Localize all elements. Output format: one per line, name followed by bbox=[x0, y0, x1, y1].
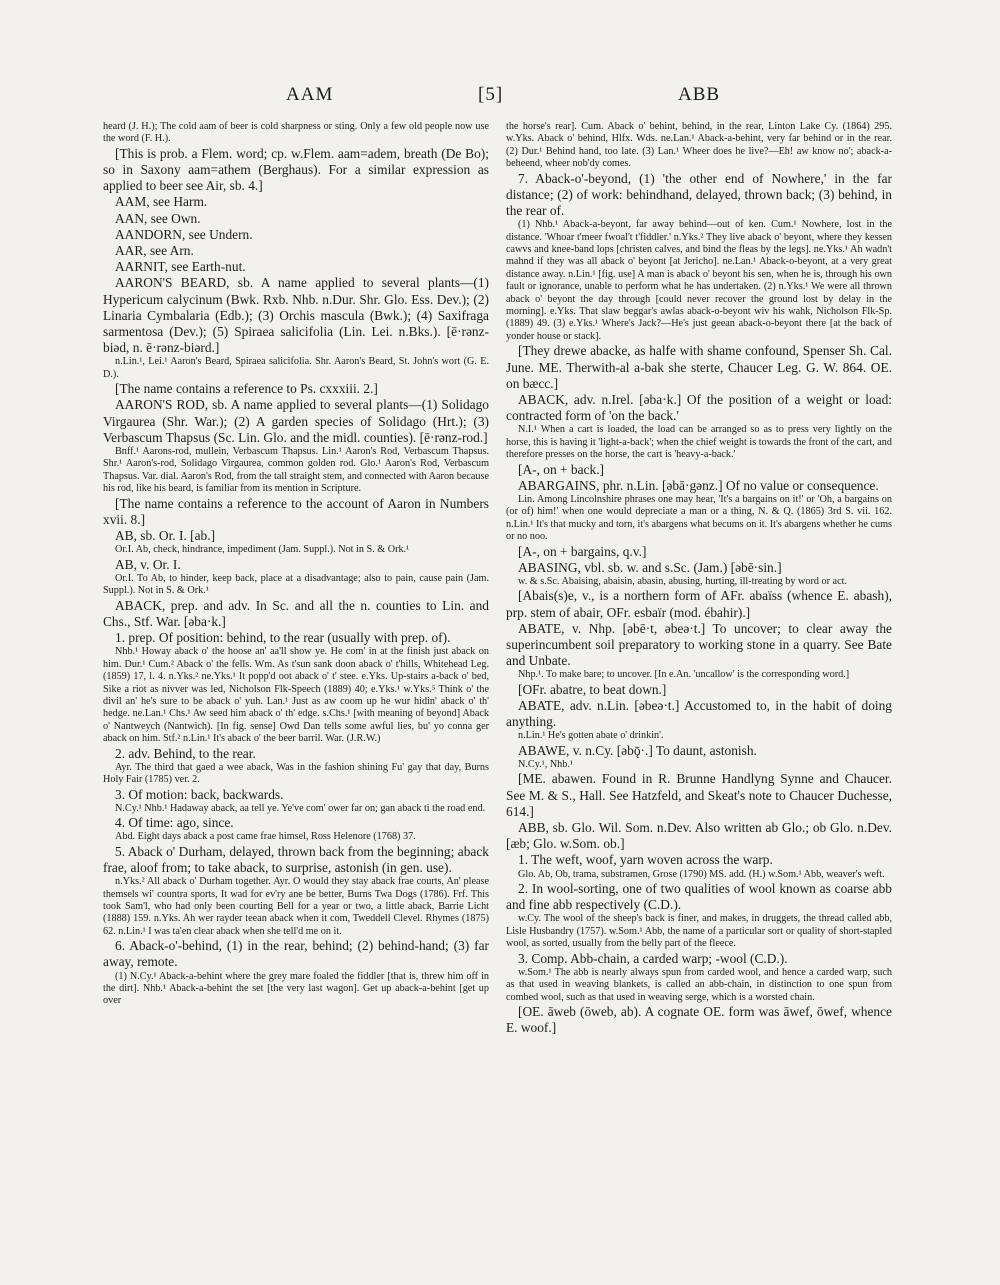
dictionary-paragraph: Or.I. To Ab, to hinder, keep back, place at a disadvantage; also to pain, cause pain (Jam. Suppl.). Not in S. & Ork.¹ bbox=[103, 572, 489, 597]
dictionary-paragraph: Ayr. The third that gaed a wee aback, Was in the fashion shining Fu' gay that day, Burns Holy Fair (1785) ver. 2. bbox=[103, 761, 489, 786]
dictionary-paragraph: [This is prob. a Flem. word; cp. w.Flem. aam=adem, breath (De Bo); so in Saxony aam=athem (Berghaus). For a similar expression as applied to beer see Air, sb. 4.] bbox=[103, 145, 489, 194]
dictionary-paragraph: 4. Of time: ago, since. bbox=[115, 815, 234, 831]
dictionary-paragraph: 6. Aback-o'-behind, (1) in the rear, behind; (2) behind-hand; (3) far away, remote. bbox=[103, 938, 489, 970]
dictionary-paragraph: w. & s.Sc. Abaising, abaisin, abasin, abusing, hurting, ill-treating by word or act. bbox=[518, 575, 847, 587]
dictionary-paragraph: ABASING, vbl. sb. w. and s.Sc. (Jam.) [əbē·sin.] bbox=[518, 559, 782, 575]
dictionary-paragraph: AAR, see Arn. bbox=[115, 243, 194, 259]
dictionary-paragraph: heard (J. H.); The cold aam of beer is cold sharpness or sting. Only a few old people now use the word (F. H.). bbox=[103, 121, 489, 145]
dictionary-paragraph: 1. The weft, woof, yarn woven across the warp. bbox=[518, 852, 773, 868]
dictionary-paragraph: AB, sb. Or. I. [ab.] bbox=[115, 528, 216, 544]
dictionary-paragraph: the horse's rear]. Cum. Aback o' behint, behind, in the rear, Linton Lake Cy. (1864) 295. w.Yks. Aback o' behind, Hlfx. Wds. ne.Lan.¹ Aback-a-behint, very far behind or in the rear. (2) Dur.¹ Behind hand, too late. (3) Lan.¹ Wheer does he live?—Eh! aw know no'; aback-a-beheend, wheer nob'dy comes. bbox=[506, 121, 892, 170]
dictionary-paragraph: ABATE, v. Nhp. [əbē·t, əbeə·t.] To uncover; to clear away the superincumbent soil preparatory to working stone in a quarry. See Bate and Unbate. bbox=[506, 620, 892, 669]
dictionary-paragraph: w.Som.¹ The abb is nearly always spun from carded wool, and hence a carded warp, such as that used in weaving blankets, is called an abb-chain, in distinction to one spun from combed wool, such as that used in weaving serge, which is a worsted chain. bbox=[506, 966, 892, 1003]
dictionary-paragraph: N.Cy.¹, Nhb.¹ bbox=[518, 759, 573, 771]
dictionary-paragraph: ABACK, prep. and adv. In Sc. and all the n. counties to Lin. and Chs., Stf. War. [əba·k.] bbox=[103, 597, 489, 629]
dictionary-paragraph: 3. Comp. Abb-chain, a carded warp; -wool (C.D.). bbox=[518, 950, 788, 966]
dictionary-paragraph: [A-, on + bargains, q.v.] bbox=[518, 543, 647, 559]
dictionary-paragraph: ABB, sb. Glo. Wil. Som. n.Dev. Also written ab Glo.; ob Glo. n.Dev. [æb; Glo. w.Som. ob.] bbox=[506, 820, 892, 852]
dictionary-paragraph: w.Cy. The wool of the sheep's back is finer, and makes, in druggets, the thread called abb, Lisle Husbandry (1757). w.Som.¹ Abb, the name of a particular sort or quality of short-stapled wool, as sorted, usually from the belly part of the fleece. bbox=[506, 913, 892, 950]
dictionary-paragraph: [The name contains a reference to the account of Aaron in Numbers xvii. 8.] bbox=[103, 495, 489, 527]
dictionary-paragraph: ABACK, adv. n.Irel. [əba·k.] Of the position of a weight or load: contracted form of 'on the back.' bbox=[506, 391, 892, 424]
dictionary-paragraph: [Abais(s)e, v., is a northern form of AFr. abaïss (whence E. abash), prp. stem of abair, OFr. esbaïr (mod. ébahir).] bbox=[506, 588, 892, 620]
dictionary-paragraph: (1) Nhb.¹ Aback-a-beyont, far away behind—out of ken. Cum.¹ Nowhere, lost in the distance. 'Whoar t'meer fwoal't t'fiddler.' n.Yks.² They live aback o' beyont, where they kessen cawvs and knee-band lops [christen calves, and bind the fleas by the legs]. ne.Yks.¹ Ah wadn't mahnd if they was all aback o' beyont [at Jericho]. ne.Lan.¹ Aback-o-beyont, at a very great distance away. n.Lin.¹ [fig. use] A man is aback o' beyont his sen, when he is, through his own fault or ignorance, unable to perform what he has undertaken. (2) n.Yks.¹ We were all thrown aback o' beyont the day through [could never recover the ground lost by delay in the morning]. e.Yks. That slaw beggar's awlas aback-o-beyont wiv his wahk, Nicholson Flk-Sp. (1889) 49. (3) e.Yks.¹ Where's Jack?—He's just geean aback-o-beyont there [at the back of yonder house or stack]. bbox=[506, 219, 892, 342]
dictionary-paragraph: N.I.¹ When a cart is loaded, the load can be arranged so as to press very lightly on the horse, this is having it 'light-a-back'; when the chief weight is towards the front of the cart, and therefore presses on the horse, the cart is 'heavy-a-back.' bbox=[506, 424, 892, 461]
dictionary-paragraph: AARON'S BEARD, sb. A name applied to several plants—(1) Hypericum calycinum (Bwk. Rxb. Nhb. n.Dur. Shr. Glo. Ess. Dev.); (2) Linaria Cymbalaria (Edb.); (3) Orchis mascula (Bwk.); (4) Saxifraga sarmentosa (Dev.); (5) Spiraea salicifolia (Lin. Lei. n.Bks.). [ē·rənz-biəd, n. ē·rənz-biərd.] bbox=[103, 275, 489, 356]
dictionary-paragraph: n.Lin.¹ He's gotten abate o' drinkin'. bbox=[518, 730, 664, 742]
dictionary-paragraph: 1. prep. Of position: behind, to the rear (usually with prep. of). bbox=[115, 630, 451, 646]
dictionary-paragraph: 5. Aback o' Durham, delayed, thrown back from the beginning; aback frae, aloof from; to take aback, to surprise, astonish (in gen. use). bbox=[103, 843, 489, 876]
dictionary-paragraph: Glo. Ab, Ob, trama, substramen, Grose (1790) MS. add. (H.) w.Som.¹ Abb, weaver's weft. bbox=[518, 868, 885, 880]
dictionary-paragraph: AAM, see Harm. bbox=[115, 194, 208, 210]
dictionary-paragraph: Bnff.¹ Aarons-rod, mullein, Verbascum Thapsus. Lin.¹ Aaron's Rod, Verbascum Thapsus. Shr.¹ Aaron's-rod, Solidago Virgaurea, common golden rod. Glo.¹ Aaron's Rod, Verbascum Thapsus. Var. dial. Aaron's Rod, from the tall straight stem, and connected with Aaron because his rod, like his beard, is familiar from its mention in Scripture. bbox=[103, 446, 489, 495]
dictionary-paragraph: 2. In wool-sorting, one of two qualities of wool known as coarse abb and fine abb respectively (C.D.). bbox=[506, 881, 892, 913]
running-header bbox=[100, 84, 900, 114]
dictionary-paragraph: (1) N.Cy.¹ Aback-a-behint where the grey mare foaled the fiddler [that is, threw him off in the dirt]. Nhb.¹ Aback-a-behint the set [the very last wagon]. Get up aback-a-behint [get up over bbox=[103, 970, 489, 1007]
header-left-word: AAM bbox=[286, 84, 334, 105]
dictionary-paragraph: Nhp.¹. To make bare; to uncover. [In e.An. 'uncallow' is the corresponding word.] bbox=[518, 669, 850, 681]
dictionary-paragraph: AANDORN, see Undern. bbox=[115, 226, 253, 242]
right-column bbox=[506, 121, 892, 1161]
dictionary-paragraph: [The name contains a reference to Ps. cxxxiii. 2.] bbox=[115, 381, 378, 397]
dictionary-paragraph: 2. adv. Behind, to the rear. bbox=[115, 745, 256, 761]
header-right-word: ABB bbox=[678, 84, 721, 105]
dictionary-paragraph: 7. Aback-o'-beyond, (1) 'the other end of Nowhere,' in the far distance; (2) of work: behindhand, delayed, thrown back; (3) behind, in the rear of. bbox=[506, 170, 892, 219]
dictionary-paragraph: n.Lin.¹, Lei.¹ Aaron's Beard, Spiraea salicifolia. Shr. Aaron's Beard, St. John's wort (G. E. D.). bbox=[103, 356, 489, 380]
dictionary-paragraph: ABAWE, v. n.Cy. [əbǭ·.] To daunt, astonish. bbox=[518, 742, 757, 758]
dictionary-paragraph: AARON'S ROD, sb. A name applied to several plants—(1) Solidago Virgaurea (Shr. War.); (2) A garden species of Solidago (Hrt.); (3) Verbascum Thapsus (Sc. Lin. Glo. and the midl. counties). [ē·rənz-rod.] bbox=[103, 397, 489, 445]
dictionary-paragraph: [OFr. abatre, to beat down.] bbox=[518, 681, 667, 697]
page-number: [5] bbox=[478, 84, 504, 105]
left-column bbox=[103, 121, 489, 1161]
dictionary-paragraph: Abd. Eight days aback a post came frae himsel, Ross Helenore (1768) 37. bbox=[115, 831, 416, 843]
dictionary-paragraph: [They drewe abacke, as halfe with shame confound, Spenser Sh. Cal. June. ME. Therwith-al a-bak she sterte, Chaucer Leg. G. W. 864. OE. on bæcc.] bbox=[506, 343, 892, 391]
dictionary-paragraph: Nhb.¹ Howay aback o' the hoose an' aa'll show ye. He com' in at the finish just aback on him. Dur.¹ Cum.² Aback o' the fells. Wm. As t'sun sank doon aback o' t'hills, Whitehead Leg. (1859) 17, l. 4. n.Yks.² ne.Yks.¹ It popp'd oot aback o' t' stee. e.Yks. Up-stairs a-back o' bed, Sike a riot as nivver was led, Nicholson Flk-Speech (1889) 40; e.Yks.¹ w.Yks.⁵ Think o' the divil an' he's sure to be aback o' yuh. Lan.¹ Just as aw coom up he wur hidin' aback o' th' hedge. ne.Lan.¹ Chs.¹ Aw seed him aback o' th' edge. s.Chs.¹ [with meaning of beyond] Aback o' Nantweych (Nantwich). [In fig. sense] Owd Dan tells some awful lies, bu' yo conna ger aback on him. Stf.² n.Lin.¹ It's aback o' the beer barril. War. (J.R.W.) bbox=[103, 646, 489, 745]
dictionary-paragraph: AAN, see Own. bbox=[115, 210, 201, 226]
dictionary-paragraph: [A-, on + back.] bbox=[518, 461, 605, 477]
dictionary-paragraph: AARNIT, see Earth-nut. bbox=[115, 259, 246, 275]
dictionary-paragraph: N.Cy.¹ Nhb.¹ Hadaway aback, aa tell ye. Ye've com' ower far on; gan aback ti the road end. bbox=[115, 802, 486, 814]
dictionary-paragraph: [ME. abawen. Found in R. Brunne Handlyng Synne and Chaucer. See M. & S., Hall. See Hatzfeld, and Skeat's note to Chaucer Duchesse, 614.] bbox=[506, 771, 892, 819]
dictionary-paragraph: AB, v. Or. I. bbox=[115, 556, 181, 572]
dictionary-paragraph: ABATE, adv. n.Lin. [əbeə·t.] Accustomed to, in the habit of doing anything. bbox=[506, 698, 892, 730]
dictionary-paragraph: Or.I. Ab, check, hindrance, impediment (Jam. Suppl.). Not in S. & Ork.¹ bbox=[115, 544, 410, 556]
dictionary-paragraph: Lin. Among Lincolnshire phrases one may hear, 'It's a bargains on it!' or 'Oh, a bargains on (or of) him!' when one would depreciate a man or a thing, N. & Q. (1865) 3rd S. vii. 162. n.Lin.¹ It's that mucky and torn, it's abargens what becums on it. It's abargens whether he cums or no noo. bbox=[506, 493, 892, 543]
dictionary-paragraph: [OE. āweb (ōweb, ab). A cognate OE. form was āwef, ōwef, whence E. woof.] bbox=[506, 1004, 892, 1036]
dictionary-paragraph: 3. Of motion: back, backwards. bbox=[115, 786, 284, 802]
dictionary-paragraph: ABARGAINS, phr. n.Lin. [əbā·gənz.] Of no value or consequence. bbox=[518, 477, 879, 493]
dictionary-paragraph: n.Yks.² All aback o' Durham together. Ayr. O would they stay aback frae courts, An' please themsels wi' countra sports, It wad for ev'ry ane be better, Burns Twa Dogs (1786). Frf. This took Sam'l, who had only been courting Bell for a year or two, a little aback, Barrie Licht (1888) 159. n.Yks. Ah wer rayder teean aback when it com, Tweddell Clevel. Rhymes (1875) 62. n.Lin.¹ I was ta'en clear aback when she tell'd me on it. bbox=[103, 876, 489, 937]
